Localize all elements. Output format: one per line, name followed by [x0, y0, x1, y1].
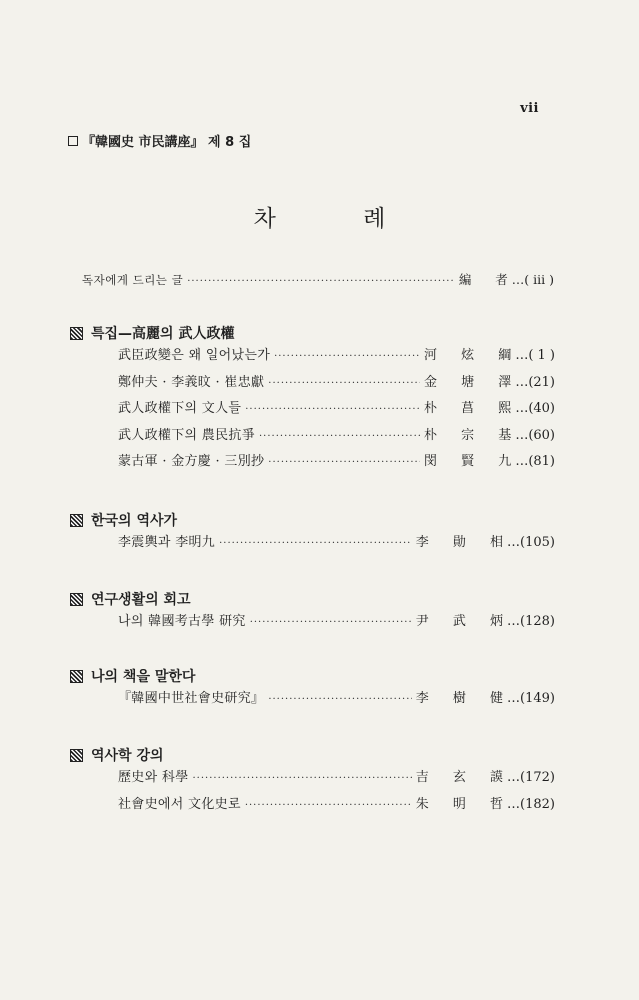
entry-page: …(60) — [515, 427, 555, 443]
section-heading — [70, 665, 555, 687]
dot-leader — [250, 617, 412, 628]
dot-leader — [268, 378, 420, 389]
entry-author: 金 塘 澤 — [424, 374, 522, 390]
entry-title: 歷史와 科學 — [118, 770, 189, 785]
toc-entry[interactable] — [70, 397, 555, 424]
entry-author: 朴 菖 熙 — [424, 401, 522, 416]
section-heading-text: 연구생활의 회고 — [91, 592, 191, 608]
entry-author: 吉 玄 謨 — [415, 770, 514, 785]
hatched-square-icon — [70, 593, 83, 606]
entry-page: …(40) — [515, 401, 555, 416]
entry-title: 武人政權下의 文人들 — [118, 401, 242, 416]
toc-entry[interactable] — [70, 371, 555, 398]
entry-title: 李震輿과 李明九 — [118, 535, 216, 550]
toc-entry[interactable] — [70, 531, 555, 558]
entry-title: 社會史에서 文化史로 — [118, 796, 241, 812]
section-heading-text: 한국의 역사가 — [91, 513, 178, 529]
section-heading — [70, 744, 555, 766]
toc-entry-foreword[interactable] — [82, 270, 554, 288]
section-heading — [70, 509, 555, 531]
entry-author: 閔 賢 九 — [424, 454, 522, 469]
page-title: 차 례 — [253, 206, 426, 232]
toc-section-history-lecture — [70, 744, 555, 819]
entry-title: 蒙古軍 · 金方慶 · 三別抄 — [118, 454, 265, 469]
hatched-square-icon — [70, 514, 83, 527]
toc-entry[interactable] — [70, 450, 555, 477]
entry-title: 나의 韓國考古學 研究 — [118, 614, 246, 629]
page-number: vii — [520, 101, 539, 116]
entry-title: 武人政權下의 農民抗爭 — [118, 427, 255, 443]
entry-page: …(128) — [507, 614, 555, 629]
dot-leader — [219, 538, 412, 549]
toc-entry[interactable] — [70, 793, 555, 820]
entry-title: 『韓國中世社會史研究』 — [118, 691, 265, 706]
toc-entry[interactable] — [70, 610, 555, 637]
toc-section-historians — [70, 509, 555, 558]
entry-author: 尹 武 炳 — [415, 614, 514, 629]
dot-leader — [245, 800, 412, 811]
dot-leader — [187, 276, 455, 287]
dot-leader — [245, 404, 420, 415]
hatched-square-icon — [70, 670, 83, 683]
entry-page: …(21) — [515, 374, 555, 390]
entry-page: …( 1 ) — [515, 348, 555, 363]
entry-author: 編 者 — [458, 272, 518, 287]
toc-entry[interactable] — [70, 424, 555, 451]
section-heading — [70, 322, 555, 344]
checkbox-square-icon — [68, 136, 78, 146]
entry-author: 河 炫 綱 — [424, 348, 522, 363]
series-header — [68, 131, 251, 150]
entry-author: 李 樹 健 — [415, 691, 514, 706]
hatched-square-icon — [70, 749, 83, 762]
entry-page: …(81) — [515, 454, 555, 469]
entry-page: …(172) — [507, 770, 555, 785]
dot-leader — [259, 431, 420, 442]
entry-author: 朱 明 哲 — [415, 796, 514, 812]
entry-page: …(105) — [507, 535, 555, 550]
entry-page: …(182) — [507, 796, 555, 812]
toc-section-research-memoir — [70, 588, 555, 637]
entry-page: …( iii ) — [511, 272, 554, 287]
section-heading-text: 역사학 강의 — [91, 748, 164, 764]
section-heading — [70, 588, 555, 610]
toc-section-special — [70, 322, 555, 477]
series-label: 『韓國史 市民講座』 제 8 집 — [82, 135, 252, 150]
entry-author: 朴 宗 基 — [424, 427, 522, 443]
hatched-square-icon — [70, 327, 83, 340]
dot-leader — [193, 773, 412, 784]
section-heading-text: 나의 책을 말한다 — [91, 669, 196, 685]
entry-title: 독자에게 드리는 글 — [82, 273, 184, 287]
toc-section-my-book — [70, 665, 555, 714]
entry-author: 李 勛 相 — [415, 535, 514, 550]
toc-entry[interactable] — [70, 687, 555, 714]
entry-title: 武臣政變은 왜 일어났는가 — [118, 348, 271, 363]
dot-leader — [274, 351, 420, 362]
dot-leader — [268, 694, 411, 705]
entry-title: 鄭仲夫 · 李義旼 · 崔忠獻 — [118, 374, 265, 390]
entry-page: …(149) — [507, 691, 555, 706]
section-heading-text: 특집—高麗의 武人政權 — [91, 326, 235, 342]
dot-leader — [268, 457, 420, 468]
toc-entry[interactable] — [70, 344, 555, 371]
toc-entry[interactable] — [70, 766, 555, 793]
